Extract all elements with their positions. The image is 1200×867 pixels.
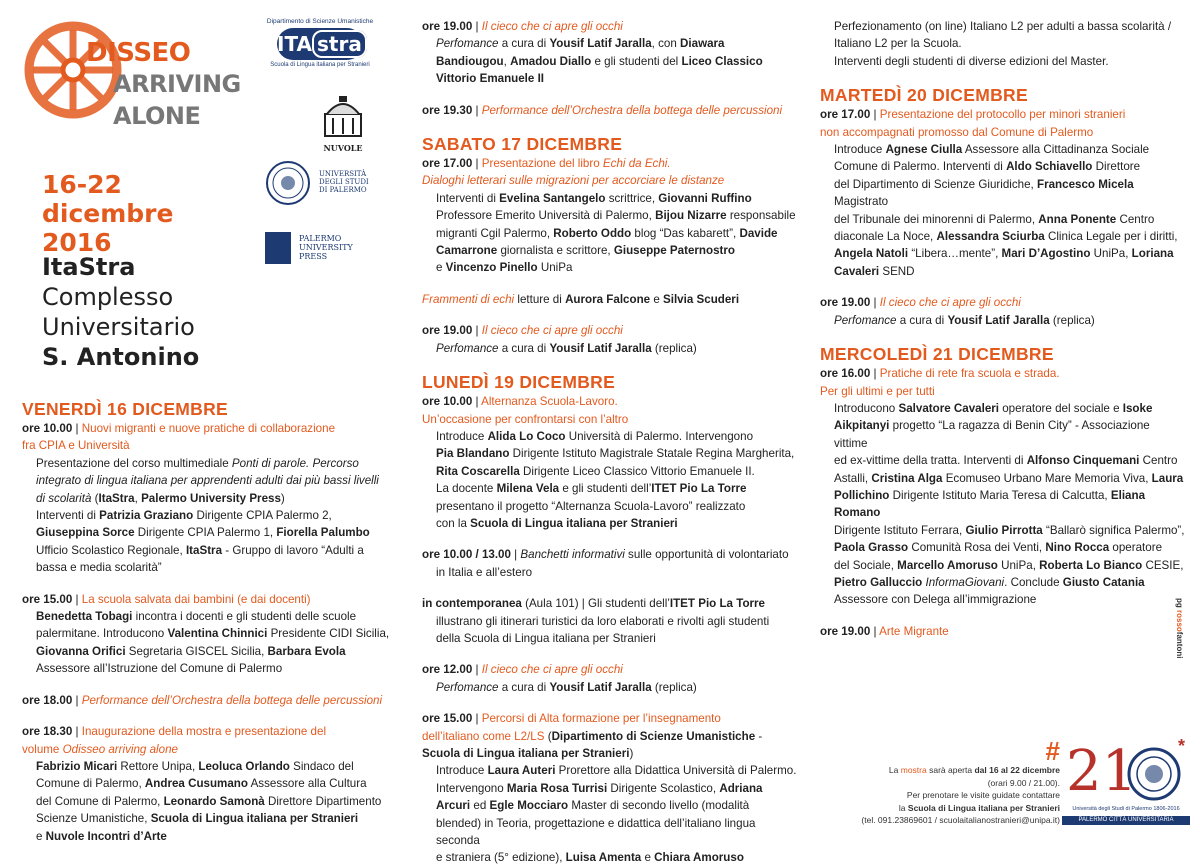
event-l: ore 17.00 | Presentazione del protocollo per minori stranieri non accompagnati promosso dal Comune di Palermo Introduce Agnese Ciulla Assessore alla Cittadinanza Sociale Comune di Palermo. Interventi di Aldo Schiavello Direttore del Dipartimento di Scienze Giuridiche, Francesco Micela Magistrato del Tribunale dei minorenni di Palermo, Anna Ponente Centro diaconale La Noce, Alessandra Sciurba Clinica Legale per i diritti, Angela Natoli “Libera…mente”, Mari D’Agostino UniPa, Loriana Cavaleri SEND	[820, 108, 1178, 278]
venue-line4: S. Antonino	[42, 343, 200, 371]
anniv-star: *	[1178, 736, 1186, 756]
event-2: ore 15.00 | La scuola salvata dai bambini (e dai docenti) Benedetta Tobagi incontra i docenti e gli studenti delle scuole palermitane. Introducono Valentina Chinnici Presidente CIDI Sicilia, Giovanna Orifici Segretaria GISCEL Sicilia, Barbara Evola Assessore all’Istruzione del Comune di Palermo	[22, 592, 390, 676]
building-icon	[321, 92, 365, 138]
event-a: ore 19.00 | Il cieco che ci apre gli occhi Perfomance a cura di Yousif Latif Jaralla, con Diawara Bandiougou, Amadou Diallo e gli studenti del Liceo Classico Vittorio Emanuele II	[422, 20, 763, 86]
dates-line1: 16-22	[42, 170, 122, 199]
event-3: ore 18.00 | Performance dell’Orchestra della bottega delle percussioni	[22, 693, 383, 707]
upress-label: PALERMO UNIVERSITY PRESS	[299, 234, 353, 261]
unipa-logo	[265, 160, 375, 210]
logo-line2: ARRIVING	[113, 70, 241, 98]
event-b: ore 19.30 | Performance dell’Orchestra della bottega delle percussioni	[422, 103, 783, 117]
anniv-sub1: Università degli Studi di Palermo 1806-2016	[1072, 806, 1180, 812]
design-credits: pg rossofantoni	[1175, 598, 1184, 659]
hash-icon: #	[1045, 736, 1060, 766]
event-g: ore 10.00 / 13.00 | Banchetti informativi sulle opportunità di volontariato in Italia e all’estero	[422, 548, 789, 579]
anniv-seal-icon	[1126, 746, 1182, 802]
itastra-dept: Dipartimento di Scienze Umanistiche	[266, 18, 374, 25]
nuvole-logo	[318, 92, 368, 152]
venue-line2: Complesso	[42, 283, 174, 311]
day-heading-saturday: SABATO 17 DICEMBRE	[422, 134, 623, 155]
odisseo-logo	[18, 10, 258, 150]
itastra-name-b: stra	[312, 30, 367, 58]
event-m: ore 19.00 | Il cieco che ci apre gli occhi Perfomance a cura di Yousif Latif Jaralla (replica)	[820, 296, 1095, 327]
exhibit-info: # La mostra sarà aperta dal 16 al 22 dicembre (orari 9.00 / 21.00). Per prenotare le visite guidate contattare la Scuola di Lingua italiana per Stranieri (tel. 091.23869601 / scuolaitalianostranieri@unipa.it)	[800, 738, 1060, 827]
event-dates	[42, 170, 173, 257]
upress-mark-icon	[265, 232, 291, 264]
event-n: ore 16.00 | Pratiche di rete fra scuola e strada. Per gli ultimi e per tutti Introducono Salvatore Cavaleri operatore del sociale e Isoke Aikpitanyi progetto “La ragazza di Benin City” - Associazione vittime ed ex-vittime della tratta. Interventi di Alfonso Cinquemani Centro Astalli, Cristina Alga Ecomuseo Urbano Mare Memoria Viva, Laura Pollichino Dirigente Istituto Maria Teresa di Calcutta, Eliana Romano Dirigente Istituto Ferrara, Giulio Pirrotta “Ballarò significa Palermo”, Paola Grasso Comunità Rosa dei Venti, Nino Rocca operatore del Sociale, Marcello Amoruso UniPa, Roberta Lo Bianco CESIE, Pietro Galluccio InformaGiovani. Conclude Giusto Catania Assessore con Delega all’immigrazione	[820, 367, 1185, 607]
logo-line1: DISSEO	[86, 38, 191, 68]
unipa-seal-icon	[265, 160, 311, 206]
event-c: ore 17.00 | Presentazione del libro Echi da Echi. Dialoghi letterari sulle migrazioni per accorciare le distanze Interventi di Evelina Santangelo scrittrice, Giovanni Ruffino Professore Emerito Università di Palermo, Bijou Nizarre responsabile migranti Cgil Palermo, Roberto Oddo blog “Das kabarett”, Davide Camarrone giornalista e scrittore, Giuseppe Paternostro e Vincenzo Pinello UniPa	[422, 157, 796, 275]
column-2	[422, 18, 802, 867]
event-k: Perfezionamento (on line) Italiano L2 per adulti a bassa scolarità / Italiano L2 per la Scuola. Interventi degli studenti di diverse edizioni del Master.	[834, 20, 1172, 68]
anniv-number: 21	[1066, 739, 1138, 804]
dates-line3: 2016	[42, 228, 112, 257]
event-venue	[42, 252, 199, 372]
event-4: ore 18.30 | Inaugurazione della mostra e presentazione del volume Odisseo arriving alone Fabrizio Micari Rettore Unipa, Leoluca Orlando Sindaco del Comune di Palermo, Andrea Cusumano Assessore alla Cultura del Comune di Palermo, Leonardo Samonà Direttore Dipartimento Scienze Umanistiche, Scuola di Lingua italiana per Stranieri e Nuvole Incontri d’Arte	[22, 725, 382, 843]
unipa-label: UNIVERSITÀ DEGLI STUDI DI PALERMO	[319, 170, 369, 194]
column-3	[820, 18, 1185, 640]
upress-logo	[265, 232, 375, 268]
day-heading-monday: LUNEDÌ 19 DICEMBRE	[422, 372, 616, 393]
event-1: ore 10.00 | Nuovi migranti e nuove pratiche di collaborazione fra CPIA e Università Presentazione del corso multimediale Ponti di parole. Percorso integrato di lingua italiana per apprendenti adulti dai più bassi livelli di scolarità (ItaStra, Palermo University Press) Interventi di Patrizia Graziano Dirigente CPIA Palermo 2, Giuseppina Sorce Dirigente CPIA Palermo 1, Fiorella Palumbo Ufficio Scolastico Regionale, ItaStra - Gruppo di lavoro “Adulti a bassa e media scolarità”	[22, 422, 379, 575]
day-heading-friday: VENERDÌ 16 DICEMBRE	[22, 399, 229, 419]
event-h: in contemporanea (Aula 101) | Gli studenti dell’ITET Pio La Torre illustrano gli itinerari turistici da loro elaborati e rivolti agli studenti della Scuola di Lingua italiana per Stranieri	[422, 597, 770, 645]
venue-line3: Universitario	[42, 313, 195, 341]
column-1	[22, 398, 392, 845]
day-heading-tuesday: MARTEDÌ 20 DICEMBRE	[820, 85, 1028, 106]
dates-line2: dicembre	[42, 199, 174, 228]
event-f: ore 10.00 | Alternanza Scuola-Lavoro. Un’occasione per confrontarsi con l’altro Introduce Alida Lo Coco Università di Palermo. Intervengono Pia Blandano Dirigente Istituto Magistrale Statale Regina Margherita, Rita Coscarella Dirigente Liceo Classico Vittorio Emanuele II. La docente Milena Vela e gli studenti dell’ITET Pio La Torre presentano il progetto “Alternanza Scuola-Lavoro” realizzato con la Scuola di Lingua italiana per Stranieri	[422, 395, 795, 530]
event-i: ore 12.00 | Il cieco che ci apre gli occhi Perfomance a cura di Yousif Latif Jaralla (replica)	[422, 663, 697, 694]
itastra-logo	[265, 18, 375, 80]
day-heading-wednesday: MERCOLEDÌ 21 DICEMBRE	[820, 344, 1054, 365]
event-o: ore 19.00 | Arte Migrante	[820, 624, 949, 638]
venue-line1: ItaStra	[42, 253, 136, 281]
wheel-icon	[18, 10, 128, 130]
nuvole-label: NUVOLE	[323, 143, 363, 153]
event-j: ore 15.00 | Percorsi di Alta formazione per l’insegnamento dell’italiano come L2/LS (Dipartimento di Scienze Umanistiche - Scuola di Lingua italiana per Stranieri) Introduce Laura Auteri Prorettore alla Didattica Università di Palermo. Intervengono Maria Rosa Turrisi Dirigente Scolastico, Adriana Arcuri ed Egle Mocciaro Master di secondo livello (modalità blended) in Teoria, progettazione e didattica dell’italiano lingua seconda e straniera (5° edizione), Luisa Amenta e Chiara Amoruso	[422, 712, 797, 865]
event-e: ore 19.00 | Il cieco che ci apre gli occhi Perfomance a cura di Yousif Latif Jaralla (replica)	[422, 324, 697, 355]
event-d: Frammenti di echi letture di Aurora Falcone e Silvia Scuderi	[422, 292, 740, 306]
logo-line3: ALONE	[113, 102, 201, 130]
anniv-sub2: PALERMO CITTÀ UNIVERSITARIA	[1062, 816, 1190, 825]
anniversary-logo	[1062, 736, 1190, 830]
itastra-sub: Scuola di Lingua italiana per Stranieri	[270, 62, 370, 68]
itastra-name-a: ITA	[277, 32, 313, 56]
